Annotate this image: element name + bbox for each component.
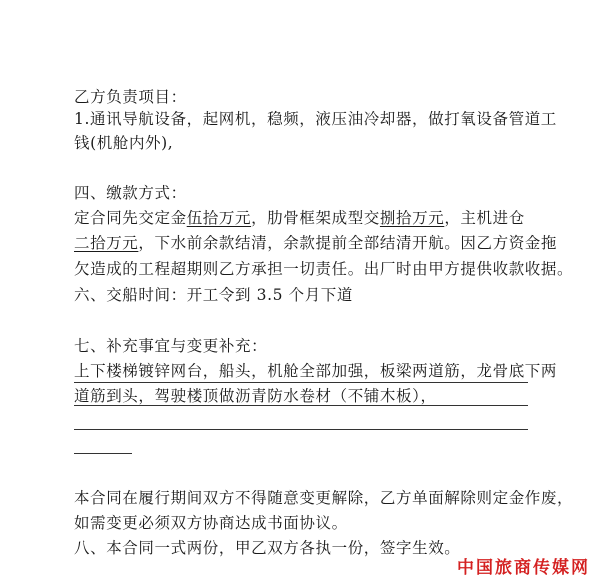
delivery-time: 六、交船时间：开工令到 3.5 个月下道 (74, 286, 354, 304)
clause-line-1: 本合同在履行期间双方不得随意变更解除，乙方单面解除则定金作废， (74, 489, 574, 507)
payment-text: ，主机进仓 (444, 209, 525, 227)
payment-line-3: 欠造成的工程超期则乙方承担一切责任。出厂时由甲方提供收款收据。 (74, 260, 574, 278)
underline-rule (74, 405, 528, 406)
blank-rule (74, 429, 528, 430)
payment-text: ，肋骨框架成型交 (251, 209, 380, 227)
clause-line-2: 如需变更必须双方协商达成书面协议。 (74, 514, 348, 532)
payment-text: ，下水前余款结清，余款提前全部结清开航。因乙方资金拖 (138, 234, 558, 252)
engine-payment-amount: 二拾万元 (74, 234, 139, 252)
party-b-item-1-cont: 钱(机舱内外), (74, 134, 174, 152)
supplement-heading: 七、补充事宜与变更补充： (74, 337, 268, 355)
frame-payment-amount: 捌拾万元 (379, 209, 445, 227)
copies-clause: 八、本合同一式两份，甲乙双方各执一份，签字生效。 (74, 539, 461, 557)
underline-rule (74, 382, 528, 383)
payment-text: 定合同先交定金 (74, 209, 187, 227)
blank-rule-short (74, 453, 132, 454)
payment-line-1 (74, 207, 525, 229)
payment-line-2 (74, 232, 557, 254)
watermark: 中国旅商传媒网 (457, 558, 590, 578)
party-b-heading: 乙方负责项目： (74, 88, 187, 106)
party-b-item-1: 1.通讯导航设备，起网机，稳频，液压油冷却器，做打氧设备管道工 (74, 110, 557, 128)
deposit-amount: 伍拾万元 (186, 209, 252, 227)
supplement-line-1: 上下楼梯镀锌网台，船头，机舱全部加强，板梁两道筋，龙骨底下两 (74, 362, 558, 380)
payment-heading: 四、缴款方式： (74, 184, 187, 202)
supplement-line-2: 道筋到头，驾驶楼顶做沥青防水卷材（不铺木板）， (74, 387, 437, 405)
